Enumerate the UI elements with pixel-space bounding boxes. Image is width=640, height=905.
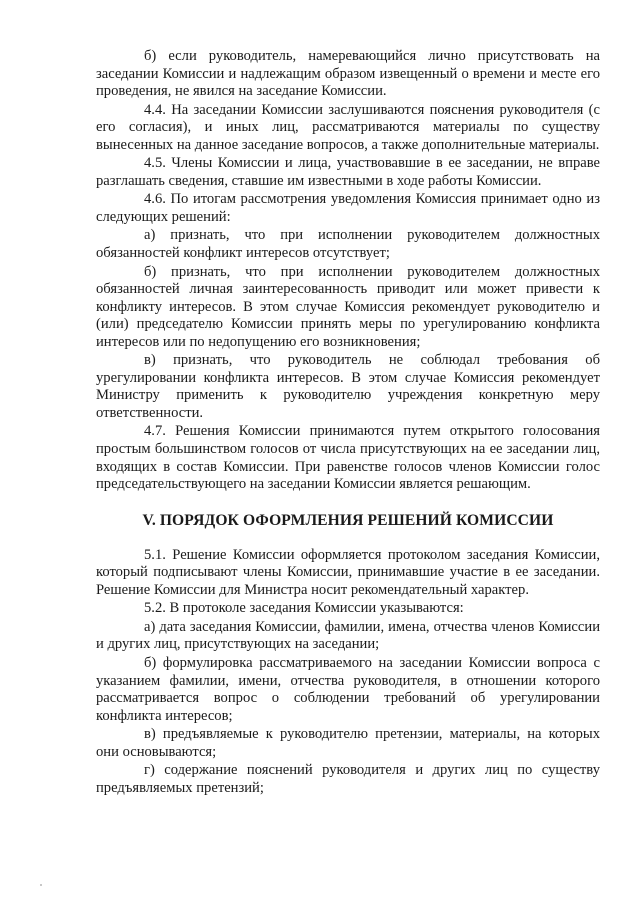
paragraph: в) предъявляемые к руководителю претензии, материалы, на которых они основываются; <box>96 726 600 760</box>
paragraph: а) признать, что при исполнении руководителем должностных обязанностей конфликт интересов отсутствует; <box>96 227 600 262</box>
document-body <box>96 48 600 798</box>
paragraph: б) формулировка рассматриваемого на заседании Комиссии вопроса с указанием фамилии, имени, отчества руководителя, в отношении которого рассматривается вопрос о соблюдении требований об урегулировании конфликта интересов; <box>96 654 600 724</box>
paragraph: б) признать, что при исполнении руководителем должностных обязанностей личная заинтересованность приводит или может привести к конфликту интересов. В этом случае Комиссия рекомендует руководителю и (или) председателю Комиссии принять меры по урегулированию конфликта интересов или по недопущению его возникновения; <box>96 263 600 350</box>
paragraph: в) признать, что руководитель не соблюдал требования об урегулировании конфликта интересов. В этом случае Комиссия рекомендует Министру применить к руководителю учреждения конкретную меру ответственности. <box>96 352 600 421</box>
paragraph: 4.7. Решения Комиссии принимаются путем открытого голосования простым большинством голосов от числа присутствующих на ее заседании лиц, входящих в состав Комиссии. При равенстве голосов членов Комиссии голос председательствующего на заседании Комиссии является решающим. <box>96 423 600 493</box>
paragraphs-after <box>96 547 600 798</box>
section-heading: V. ПОРЯДОК ОФОРМЛЕНИЯ РЕШЕНИЙ КОМИССИИ <box>142 511 554 529</box>
paragraph: 5.1. Решение Комиссии оформляется протоколом заседания Комиссии, который подписывают члены Комиссии, принимавшие участие в ее заседании. Решение Комиссии для Министра носит рекомендательный характер. <box>96 546 600 598</box>
paragraph: 4.6. По итогам рассмотрения уведомления Комиссия принимает одно из следующих решений: <box>96 191 600 225</box>
paragraph: 4.5. Члены Комиссии и лица, участвовавшие в ее заседании, не вправе разглашать сведения, ставшие им известными в ходе работы Комиссии. <box>96 155 600 189</box>
paragraph: 4.4. На заседании Комиссии заслушиваются пояснения руководителя (с его согласия), и иных лиц, рассматриваются материалы по существу вынесенных на данное заседание вопросов, а также дополнительные материалы. <box>96 101 600 153</box>
scan-speck <box>40 884 42 886</box>
paragraph: б) если руководитель, намеревающийся лично присутствовать на заседании Комиссии и надлежащим образом извещенный о времени и месте его проведения, не явился на заседание Комиссии. <box>96 48 600 100</box>
paragraph: г) содержание пояснений руководителя и других лиц по существу предъявляемых претензий; <box>96 762 600 796</box>
paragraph: а) дата заседания Комиссии, фамилии, имена, отчества членов Комиссии и других лиц, присутствующих на заседании; <box>96 618 600 653</box>
paragraphs-before <box>96 48 600 494</box>
paragraph: 5.2. В протоколе заседания Комиссии указываются: <box>144 600 464 617</box>
